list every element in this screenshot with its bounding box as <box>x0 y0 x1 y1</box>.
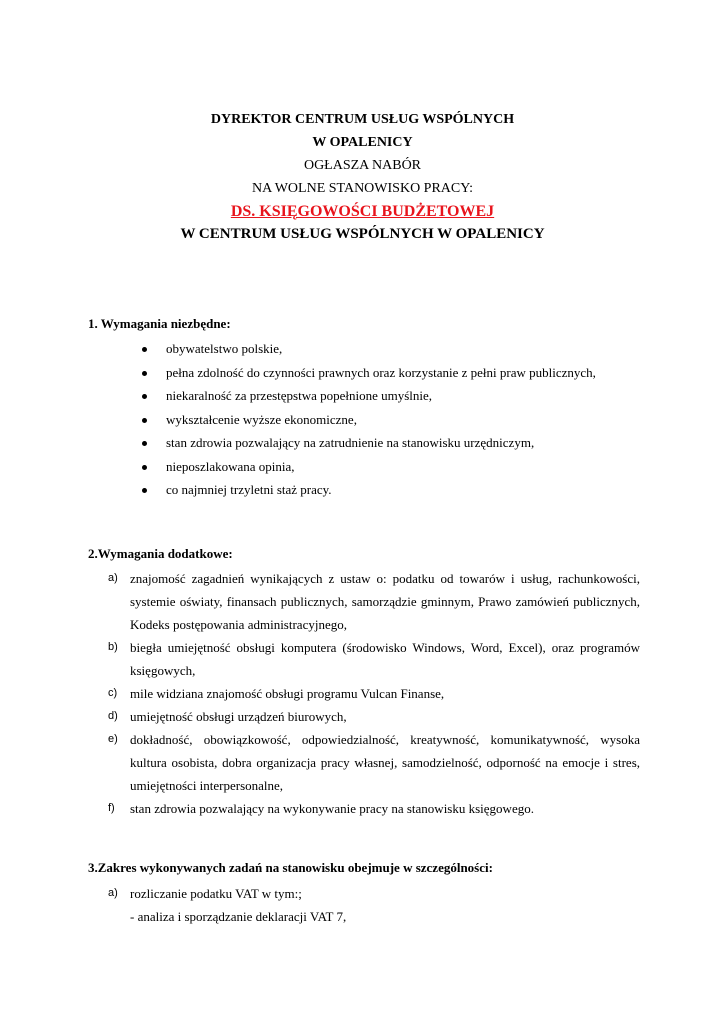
bullet-icon <box>142 347 147 352</box>
announcement-header <box>0 108 725 246</box>
list-item: e) dokładność, obowiązkowość, odpowiedzialność, kreatywność, komunikatywność, wysoka kultura osobista, dobra organizacja pracy własnej, samodzielność, odporność na emocje i stres, umiejętności interpersonalne, <box>108 732 640 793</box>
list-item: nieposzlakowana opinia, <box>138 455 596 479</box>
header-line-vacancy: NA WOLNE STANOWISKO PRACY: <box>252 181 473 196</box>
list-item: pełna zdolność do czynności prawnych oraz korzystanie z pełni praw publicznych, <box>138 361 596 385</box>
section1-heading: 1. Wymagania niezbędne: <box>88 316 231 331</box>
list-item: a) rozliczanie podatku VAT w tym:; - analiza i sporządzanie deklaracji VAT 7, <box>110 882 640 928</box>
list-item: f) stan zdrowia pozwalający na wykonywanie pracy na stanowisku księgowego. <box>108 801 534 816</box>
bullet-icon <box>142 371 147 376</box>
bullet-icon <box>142 465 147 470</box>
section2-heading: 2.Wymagania dodatkowe: <box>88 546 233 561</box>
list-item: stan zdrowia pozwalający na zatrudnienie na stanowisku urzędniczym, <box>138 431 596 455</box>
bullet-icon <box>142 394 147 399</box>
sub-item: - analiza i sporządzanie deklaracji VAT 7, <box>130 909 347 924</box>
list-item: d) umiejętność obsługi urządzeń biurowych, <box>108 709 347 724</box>
list-item: b) biegła umiejętność obsługi komputera (środowisko Windows, Word, Excel), oraz programów księgowych, <box>108 640 640 678</box>
header-line-institution: W CENTRUM USŁUG WSPÓLNYCH W OPALENICY <box>180 226 545 242</box>
position-title: DS. KSIĘGOWOŚCI BUDŻETOWEJ <box>230 203 495 220</box>
header-line-director: DYREKTOR CENTRUM USŁUG WSPÓLNYCH <box>210 112 515 127</box>
section3-list <box>110 882 640 928</box>
section1-list <box>138 337 596 502</box>
bullet-icon <box>142 488 147 493</box>
list-item: co najmniej trzyletni staż pracy. <box>138 478 596 502</box>
list-item: a) znajomość zagadnień wynikających z ustaw o: podatku od towarów i usług, rachunkowości, systemie oświaty, finansach publicznych, samorządzie gminnym, Prawo zamówień publicznych, Kodeks postępowania administracyjnego, <box>108 571 640 632</box>
list-item: obywatelstwo polskie, <box>138 337 596 361</box>
header-line-location: W OPALENICY <box>312 135 413 150</box>
section3-heading: 3.Zakres wykonywanych zadań na stanowisku obejmuje w szczególności: <box>88 860 493 875</box>
list-item: niekaralność za przestępstwa popełnione umyślnie, <box>138 384 596 408</box>
header-line-announces: OGŁASZA NABÓR <box>303 158 422 173</box>
bullet-icon <box>142 441 147 446</box>
section2-list <box>110 567 640 820</box>
bullet-icon <box>142 418 147 423</box>
list-item: wykształcenie wyższe ekonomiczne, <box>138 408 596 432</box>
list-item: c) mile widziana znajomość obsługi programu Vulcan Finanse, <box>108 686 445 701</box>
